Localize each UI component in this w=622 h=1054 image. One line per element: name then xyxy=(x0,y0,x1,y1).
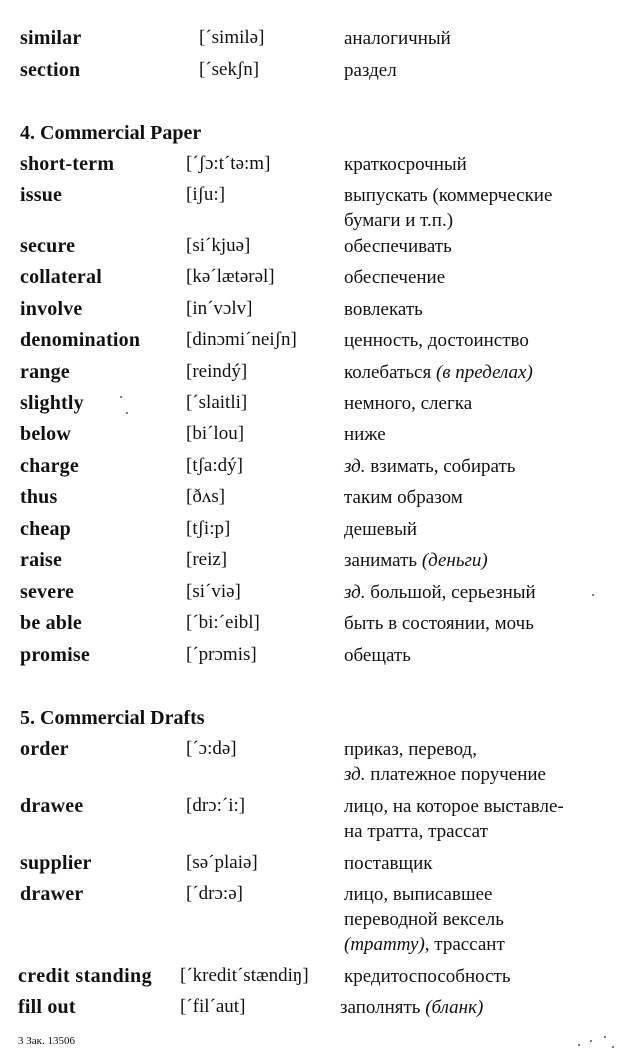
term: thus xyxy=(20,486,58,508)
term: drawer xyxy=(20,883,84,905)
pronunciation: [reindý] xyxy=(186,361,248,382)
pronunciation: [tʃi:p] xyxy=(186,518,231,539)
scan-speck xyxy=(604,1036,606,1038)
pronunciation: [dinɔmiˊneiʃn] xyxy=(186,329,297,350)
scan-speck xyxy=(592,594,594,596)
term: short-term xyxy=(20,153,115,175)
pronunciation: [ˊprɔmis] xyxy=(186,644,257,665)
term: drawee xyxy=(20,795,84,817)
translation: аналогичный xyxy=(344,28,451,49)
pronunciation: [biˊlou] xyxy=(186,423,245,444)
pronunciation: [kəˊlætərəl] xyxy=(186,266,275,287)
translation: лицо, выписавшее переводной вексель (тратту), трассант xyxy=(344,884,505,955)
scan-speck xyxy=(578,1044,580,1046)
translation: поставщик xyxy=(344,853,433,874)
translation: краткосрочный xyxy=(344,154,467,175)
term: issue xyxy=(20,184,63,206)
term: range xyxy=(20,361,70,383)
term: fill out xyxy=(18,996,76,1018)
term: charge xyxy=(20,455,79,477)
translation: заполнять (бланк) xyxy=(340,997,484,1018)
translation: колебаться (в пределах) xyxy=(344,362,533,383)
pronunciation: [ðʌs] xyxy=(186,486,226,507)
translation: быть в состоянии, мочь xyxy=(344,613,534,634)
section-heading: 4. Commercial Paper xyxy=(20,122,202,144)
scan-speck xyxy=(126,412,128,414)
translation: выпускать (коммерческие бумаги и т.п.) xyxy=(344,185,553,231)
pronunciation: [tʃa:dý] xyxy=(186,455,243,476)
pronunciation: [inˊvɔlv] xyxy=(186,298,253,319)
section-heading: 5. Commercial Drafts xyxy=(20,707,205,729)
translation: лицо, на которое выставле- на тратта, трассат xyxy=(344,796,564,842)
translation: дешевый xyxy=(344,519,418,540)
pronunciation: [iʃu:] xyxy=(186,184,226,205)
translation: зд. взимать, собирать xyxy=(344,456,516,477)
pronunciation: [ˊsekʃn] xyxy=(199,59,260,80)
term: promise xyxy=(20,644,90,666)
pronunciation: [reiz] xyxy=(186,549,228,570)
term: severe xyxy=(20,581,75,603)
pronunciation: [ˊkreditˊstændiŋ] xyxy=(180,965,309,986)
page-footer: 3 Зак. 13506 xyxy=(18,1035,75,1047)
translation: кредитоспособность xyxy=(344,966,511,987)
translation: обеспечение xyxy=(344,267,446,288)
translation: ниже xyxy=(344,424,386,445)
translation: немного, слегка xyxy=(344,393,473,414)
pronunciation: [ˊslaitli] xyxy=(186,392,248,413)
translation: обеспечивать xyxy=(344,236,452,257)
translation: занимать (деньги) xyxy=(344,550,488,571)
term: supplier xyxy=(20,852,92,874)
translation: обещать xyxy=(344,645,411,666)
pronunciation: [siˊkjuə] xyxy=(186,235,251,256)
translation: зд. большой, серьезный xyxy=(344,582,536,603)
term: below xyxy=(20,423,71,445)
pronunciation: [ˊʃɔ:tˊtə:m] xyxy=(186,153,271,174)
term: cheap xyxy=(20,518,71,540)
translation: раздел xyxy=(344,60,397,81)
scan-speck xyxy=(590,1040,592,1042)
scan-speck xyxy=(612,1046,614,1048)
term: credit standing xyxy=(18,965,152,987)
translation: ценность, достоинство xyxy=(344,330,529,351)
pronunciation: [drɔ:ˊi:] xyxy=(186,795,246,816)
pronunciation: [ˊfilˊaut] xyxy=(180,996,246,1017)
pronunciation: [ˊdrɔ:ə] xyxy=(186,883,243,904)
pronunciation: [siˊviə] xyxy=(186,581,241,602)
pronunciation: [ˊsimilə] xyxy=(199,27,265,48)
term: be able xyxy=(20,612,82,634)
term: involve xyxy=(20,298,83,320)
pronunciation: [ˊɔ:də] xyxy=(186,738,237,759)
scan-speck xyxy=(120,396,122,398)
term: collateral xyxy=(20,266,102,288)
term: denomination xyxy=(20,329,141,351)
translation: вовлекать xyxy=(344,299,423,320)
pronunciation: [ˊbi:ˊeibl] xyxy=(186,612,260,633)
term: secure xyxy=(20,235,76,257)
pronunciation: [səˊplaiə] xyxy=(186,852,258,873)
translation: таким образом xyxy=(344,487,463,508)
term: slightly xyxy=(20,392,84,414)
term: order xyxy=(20,738,69,760)
term: section xyxy=(20,59,81,81)
translation: приказ, перевод, зд. платежное поручение xyxy=(344,739,546,785)
term: similar xyxy=(20,27,82,49)
term: raise xyxy=(20,549,63,571)
